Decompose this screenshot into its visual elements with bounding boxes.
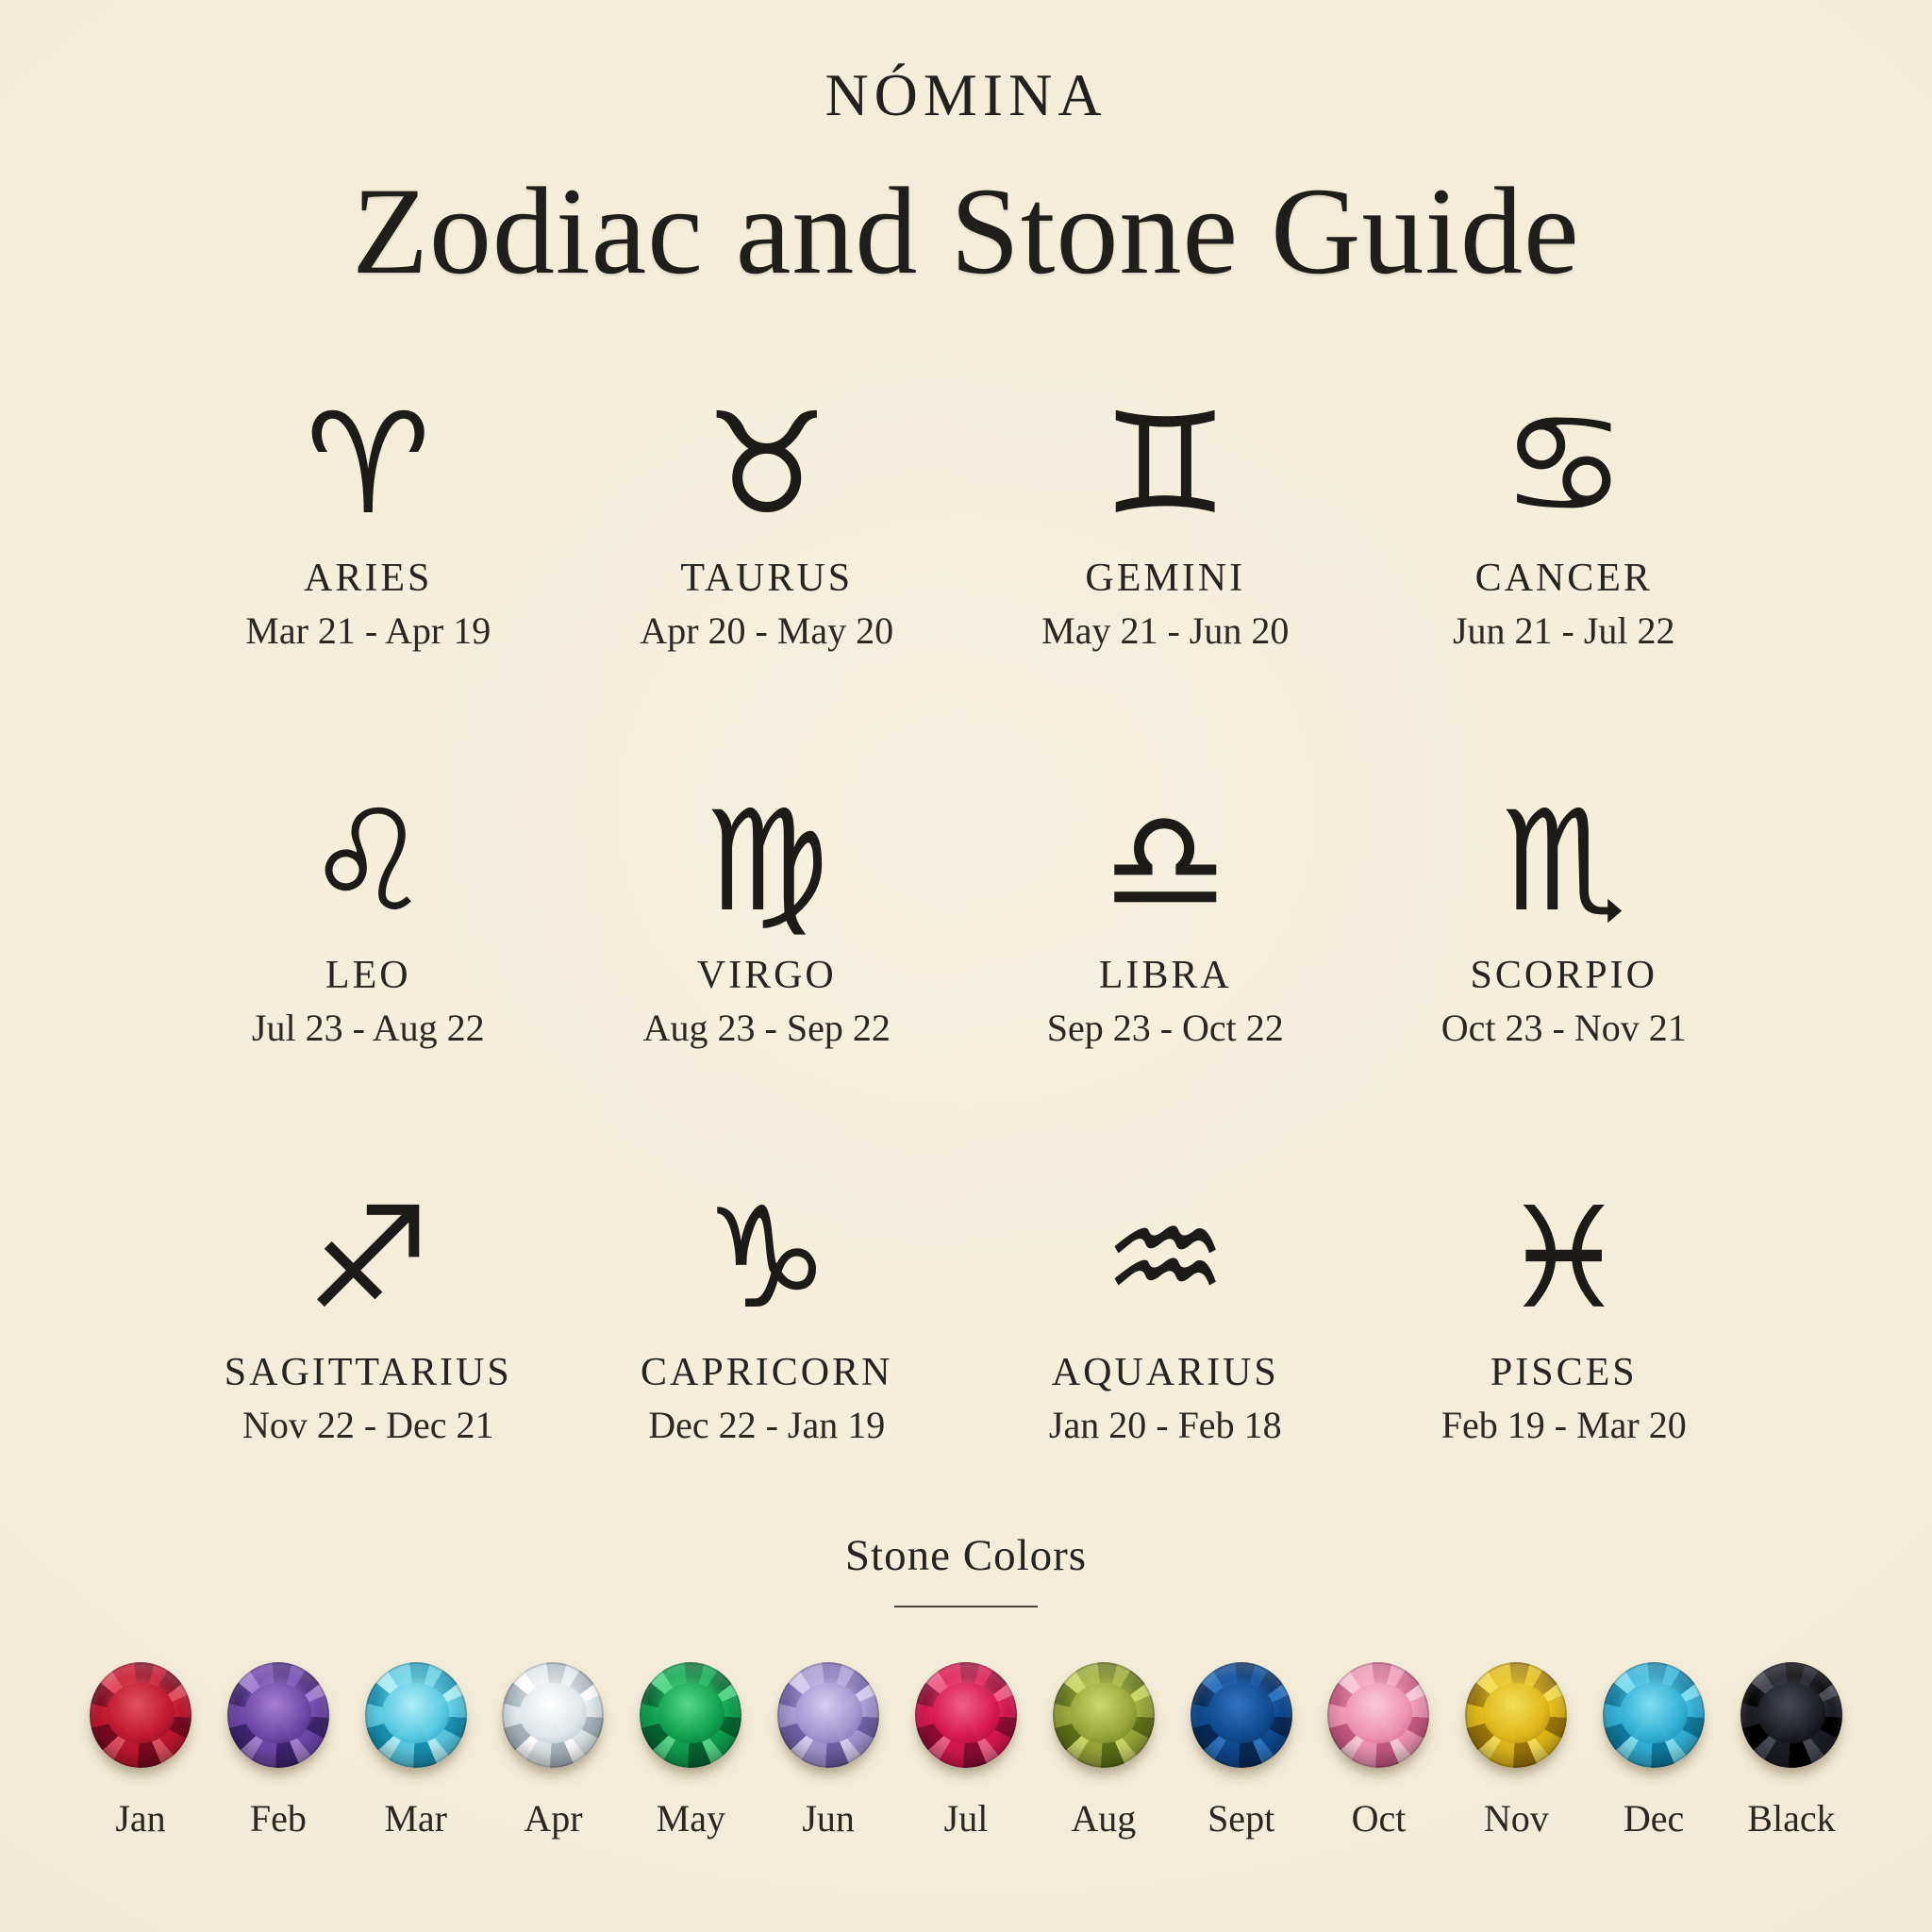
stone-colors-underline — [894, 1606, 1038, 1607]
stone-jan — [83, 1662, 198, 1840]
stone-jul — [908, 1662, 1024, 1840]
virgo-symbol-icon: ♍︎ — [704, 780, 830, 942]
gem-jan-icon — [90, 1662, 192, 1768]
gemini-symbol-icon: ♊︎ — [1102, 383, 1228, 545]
zodiac-name: CAPRICORN — [641, 1351, 893, 1394]
stone-mar — [358, 1662, 474, 1840]
zodiac-dates: Oct 23 - Nov 21 — [1441, 1007, 1687, 1049]
stone-month-label: Black — [1747, 1797, 1836, 1840]
zodiac-dates: Feb 19 - Mar 20 — [1441, 1404, 1687, 1446]
stone-month-label: Oct — [1351, 1797, 1407, 1840]
zodiac-dates: Sep 23 - Oct 22 — [1046, 1007, 1284, 1049]
aquarius-symbol-icon: ♒︎ — [1102, 1177, 1228, 1340]
gem-may-icon — [640, 1662, 741, 1768]
stone-color-legend — [0, 1662, 1932, 1840]
gem-nov-icon — [1465, 1662, 1567, 1768]
stone-month-label: Jul — [943, 1797, 989, 1840]
stone-dec — [1596, 1662, 1711, 1840]
stone-apr — [495, 1662, 610, 1840]
zodiac-name: ARIES — [304, 557, 433, 600]
zodiac-dates: May 21 - Jun 20 — [1041, 609, 1290, 652]
zodiac-card-cancer — [1365, 383, 1764, 653]
zodiac-dates: Jun 21 - Jul 22 — [1452, 609, 1675, 652]
stone-month-label: Jan — [115, 1797, 166, 1840]
page-title: Zodiac and Stone Guide — [352, 161, 1580, 300]
zodiac-name: SCORPIO — [1470, 954, 1657, 997]
zodiac-card-sagittarius — [169, 1177, 568, 1447]
zodiac-dates: Apr 20 - May 20 — [640, 609, 894, 652]
gem-jun-icon — [777, 1662, 879, 1768]
zodiac-dates: Dec 22 - Jan 19 — [648, 1404, 886, 1446]
scorpio-symbol-icon: ♏︎ — [1501, 780, 1627, 942]
capricorn-symbol-icon: ♑︎ — [704, 1177, 830, 1340]
zodiac-name: SAGITTARIUS — [224, 1351, 512, 1394]
zodiac-name: CANCER — [1474, 557, 1653, 600]
zodiac-card-libra — [966, 780, 1365, 1050]
taurus-symbol-icon: ♉︎ — [704, 383, 830, 545]
gem-aug-icon — [1053, 1662, 1155, 1768]
zodiac-name: TAURUS — [680, 557, 854, 600]
gem-feb-icon — [227, 1662, 329, 1768]
stone-aug — [1046, 1662, 1161, 1840]
zodiac-name: PISCES — [1490, 1351, 1638, 1394]
gem-jul-icon — [915, 1662, 1017, 1768]
stone-month-label: Dec — [1623, 1797, 1685, 1840]
stone-month-label: Nov — [1483, 1797, 1549, 1840]
stone-may — [633, 1662, 748, 1840]
sagittarius-symbol-icon: ♐︎ — [305, 1177, 431, 1340]
zodiac-dates: Aug 23 - Sep 22 — [642, 1007, 891, 1049]
stone-month-label: Apr — [524, 1797, 583, 1840]
cancer-symbol-icon: ♋︎ — [1501, 383, 1627, 545]
stone-jun — [771, 1662, 886, 1840]
zodiac-card-aquarius — [966, 1177, 1365, 1447]
libra-symbol-icon: ♎︎ — [1102, 780, 1228, 942]
zodiac-dates: Jul 23 - Aug 22 — [251, 1007, 485, 1049]
zodiac-card-pisces — [1365, 1177, 1764, 1447]
zodiac-name: LIBRA — [1098, 954, 1232, 997]
stone-month-label: May — [656, 1797, 725, 1840]
stone-sept — [1184, 1662, 1299, 1840]
leo-symbol-icon: ♌︎ — [305, 780, 431, 942]
stone-month-label: Jun — [802, 1797, 855, 1840]
gem-dec-icon — [1603, 1662, 1705, 1768]
zodiac-card-gemini — [966, 383, 1365, 653]
zodiac-dates: Nov 22 - Dec 21 — [242, 1404, 494, 1446]
stone-colors-heading: Stone Colors — [844, 1531, 1088, 1580]
zodiac-grid — [169, 383, 1763, 1447]
zodiac-card-taurus — [568, 383, 967, 653]
zodiac-card-virgo — [568, 780, 967, 1050]
gem-black-icon — [1740, 1662, 1842, 1768]
gem-sept-icon — [1191, 1662, 1292, 1768]
zodiac-card-aries — [169, 383, 568, 653]
stone-month-label: Aug — [1071, 1797, 1137, 1840]
gem-mar-icon — [365, 1662, 467, 1768]
gem-apr-icon — [502, 1662, 604, 1768]
zodiac-card-leo — [169, 780, 568, 1050]
aries-symbol-icon: ♈︎ — [305, 383, 431, 545]
zodiac-card-capricorn — [568, 1177, 967, 1447]
pisces-symbol-icon: ♓︎ — [1501, 1177, 1627, 1340]
stone-black — [1734, 1662, 1849, 1840]
stone-oct — [1321, 1662, 1436, 1840]
stone-month-label: Feb — [249, 1797, 307, 1840]
stone-month-label: Sept — [1208, 1797, 1275, 1840]
stone-feb — [221, 1662, 336, 1840]
zodiac-name: VIRGO — [696, 954, 837, 997]
gem-oct-icon — [1327, 1662, 1429, 1768]
zodiac-dates: Jan 20 - Feb 18 — [1048, 1404, 1282, 1446]
zodiac-name: LEO — [325, 954, 411, 997]
zodiac-name: AQUARIUS — [1051, 1351, 1279, 1394]
zodiac-dates: Mar 21 - Apr 19 — [245, 609, 491, 652]
stone-nov — [1458, 1662, 1574, 1840]
zodiac-name: GEMINI — [1085, 557, 1246, 600]
stone-month-label: Mar — [384, 1797, 447, 1840]
zodiac-card-scorpio — [1365, 780, 1764, 1050]
brand-logo-text: NÓMINA — [824, 61, 1108, 128]
